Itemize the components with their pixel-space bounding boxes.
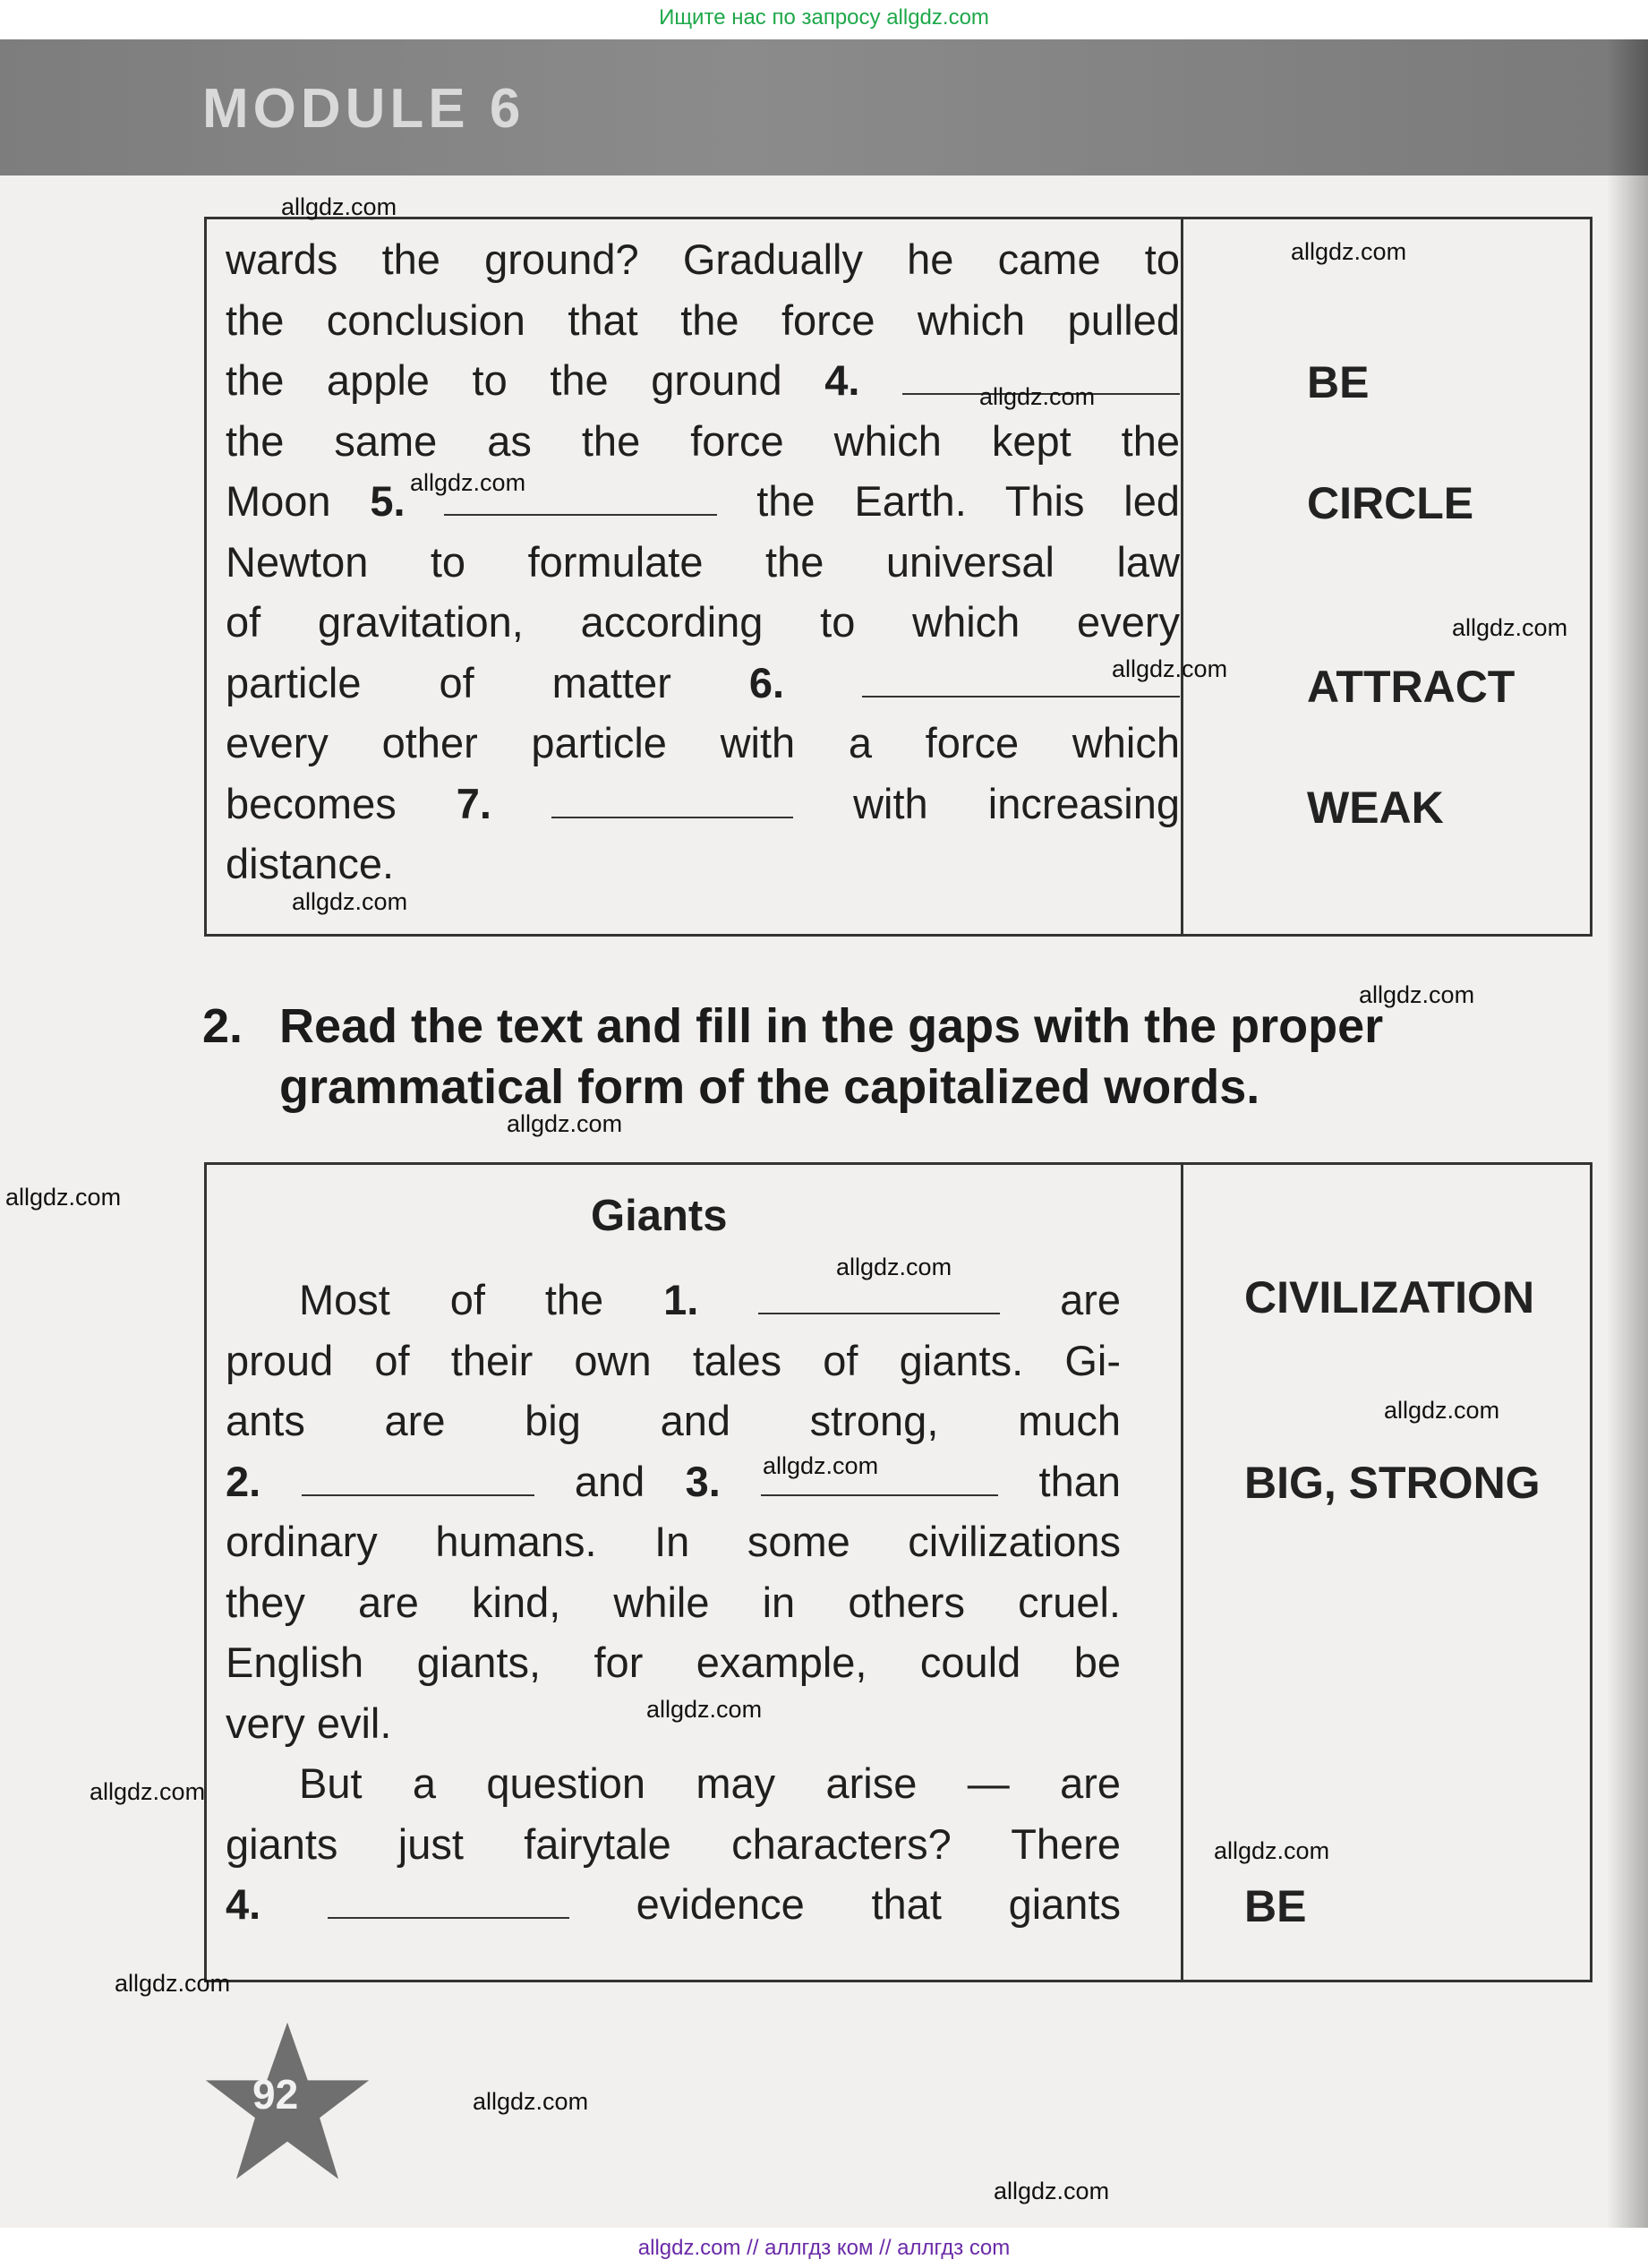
- ex2-line: [226, 1874, 1121, 1935]
- ex2-line: very evil.: [226, 1699, 392, 1747]
- ex1-text: becomes: [226, 779, 397, 827]
- ex2-line: [226, 1451, 1121, 1512]
- ex1-line: the same as the force which kept the: [226, 416, 1180, 465]
- ex1-line: wards the ground? Gradually he came to: [226, 235, 1180, 283]
- ex1-line: every other particle with a force which: [226, 719, 1180, 766]
- ex1-line: [226, 471, 1180, 532]
- ex1-text: the apple to the ground: [226, 356, 782, 404]
- answer-gap-7[interactable]: [551, 786, 793, 818]
- ex2-text: evidence that giants: [636, 1880, 1122, 1928]
- watermark: allgdz.com: [292, 888, 408, 915]
- gap-number: 5.: [370, 477, 406, 525]
- watermark: allgdz.com: [1112, 655, 1228, 682]
- ex1-line: [226, 653, 1180, 714]
- page-number: 92: [252, 2071, 299, 2118]
- ex2-line: English giants, for example, could be: [226, 1639, 1121, 1686]
- gap-number: 2.: [226, 1457, 261, 1505]
- ex2-line: giants just fairytale characters? There: [226, 1819, 1121, 1868]
- ex2-text: Most of the: [299, 1276, 604, 1323]
- ex2-text: and: [574, 1457, 645, 1505]
- page-edge-shadow: [1607, 39, 1648, 2228]
- gap-number: 3.: [685, 1457, 721, 1505]
- bottom-banner[interactable]: allgdz.com // аллгдз ком // аллгдз com: [0, 2228, 1648, 2268]
- watermark: allgdz.com: [115, 1970, 231, 1997]
- ex2-line: proud of their own tales of giants. Gi-: [226, 1336, 1121, 1384]
- capitalized-word: BIG, STRONG: [1244, 1458, 1541, 1508]
- ex2-line: But a question may arise — are: [299, 1759, 1121, 1807]
- ex1-text: with increasing: [853, 779, 1180, 827]
- gap-number: 6.: [748, 658, 785, 706]
- ex1-text: the Earth. This led: [756, 477, 1181, 525]
- watermark: allgdz.com: [5, 1184, 122, 1211]
- watermark: allgdz.com: [507, 1110, 623, 1137]
- exercise2-divider: [1181, 1165, 1183, 1980]
- ex2-line: ordinary humans. In some civilizations: [226, 1518, 1121, 1565]
- capitalized-word: ATTRACT: [1307, 662, 1516, 712]
- ex1-text: Moon: [226, 477, 331, 525]
- exercise1-text: [226, 229, 1180, 894]
- ex2-line: [226, 1270, 1121, 1331]
- answer-gap-4b[interactable]: [328, 1887, 569, 1919]
- capitalized-word: BE: [1244, 1881, 1307, 1931]
- ex1-line: Newton to formulate the universal law: [226, 537, 1180, 586]
- ex1-line: [226, 774, 1180, 834]
- watermark: allgdz.com: [979, 383, 1096, 410]
- capitalized-word: WEAK: [1307, 783, 1444, 833]
- task-line: grammatical form of the capitalized words.: [279, 1060, 1260, 1114]
- task-line: Read the text and fill in the gaps with the proper: [279, 999, 1384, 1053]
- watermark: allgdz.com: [473, 2088, 589, 2115]
- watermark: allgdz.com: [1214, 1837, 1330, 1864]
- ex2-text: are: [1060, 1276, 1122, 1323]
- ex1-text: particle of matter: [226, 658, 671, 706]
- text-title: Giants: [591, 1192, 728, 1240]
- watermark: allgdz.com: [1359, 981, 1475, 1008]
- exercise1-divider: [1181, 219, 1183, 934]
- watermark: allgdz.com: [410, 469, 526, 496]
- module-title: MODULE 6: [202, 78, 525, 140]
- watermark: allgdz.com: [90, 1778, 206, 1805]
- ex2-line: they are kind, while in others cruel.: [226, 1578, 1121, 1626]
- exercise2-text: [226, 1270, 1121, 1935]
- ex1-line: distance.: [226, 840, 395, 887]
- watermark: allgdz.com: [281, 193, 397, 220]
- watermark: allgdz.com: [836, 1254, 952, 1280]
- ex2-line: ants are big and strong, much: [226, 1397, 1121, 1444]
- watermark: allgdz.com: [763, 1452, 879, 1479]
- gap-number: 4.: [824, 356, 860, 404]
- gap-number: 4.: [226, 1880, 261, 1928]
- module-header: [0, 39, 1648, 175]
- watermark: allgdz.com: [1452, 614, 1568, 641]
- watermark: allgdz.com: [1384, 1397, 1500, 1424]
- capitalized-word: CIVILIZATION: [1244, 1272, 1535, 1322]
- ex2-text: than: [1038, 1457, 1122, 1505]
- watermark: allgdz.com: [646, 1696, 763, 1723]
- watermark: allgdz.com: [1291, 238, 1407, 265]
- task-number: 2.: [202, 999, 243, 1053]
- gap-number: 7.: [456, 779, 491, 827]
- ex1-line: the conclusion that the force which pulled: [226, 295, 1180, 344]
- answer-gap-1[interactable]: [758, 1282, 1000, 1314]
- capitalized-word: BE: [1307, 357, 1370, 407]
- ex1-line: of gravitation, according to which every: [226, 598, 1180, 646]
- capitalized-word: CIRCLE: [1307, 478, 1474, 528]
- top-banner[interactable]: Ищите нас по запросу allgdz.com: [0, 0, 1648, 39]
- task2-instruction: [202, 996, 1599, 1117]
- gap-number: 1.: [663, 1276, 699, 1323]
- answer-gap-2[interactable]: [302, 1464, 534, 1496]
- watermark: allgdz.com: [994, 2178, 1110, 2204]
